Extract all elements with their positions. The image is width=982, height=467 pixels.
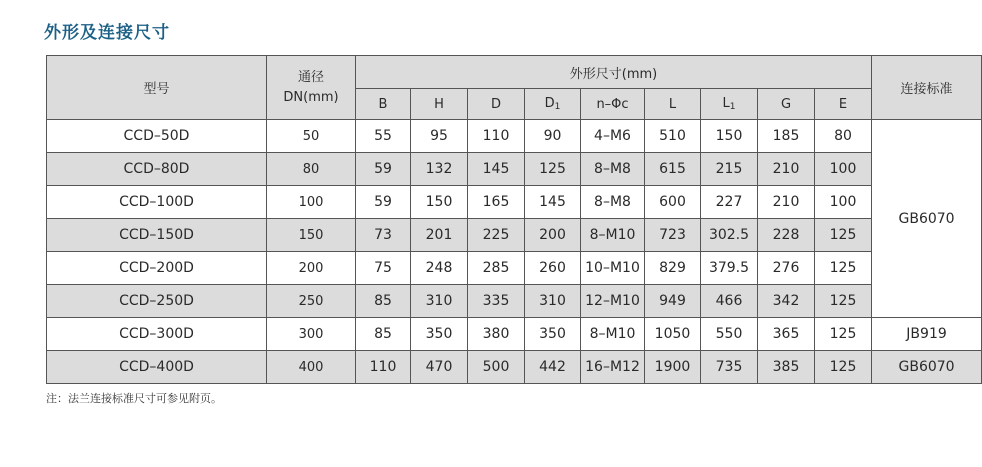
header-col-d1-main: D <box>544 96 555 111</box>
header-col-e: E <box>815 89 872 120</box>
cell-l1: 302.5 <box>701 219 758 252</box>
cell-e: 80 <box>815 120 872 153</box>
cell-standard: GB6070 <box>872 351 982 384</box>
cell-b: 59 <box>356 153 411 186</box>
header-col-d1-sub: 1 <box>554 102 561 112</box>
cell-d: 225 <box>468 219 525 252</box>
cell-l1: 215 <box>701 153 758 186</box>
footnote: 注：法兰连接标准尺寸可参见附页。 <box>46 392 222 405</box>
cell-standard-group: GB6070 <box>872 120 982 318</box>
table-row <box>47 285 982 318</box>
cell-nphi: 12–M10 <box>581 285 645 318</box>
cell-l: 1050 <box>645 318 701 351</box>
cell-d1: 350 <box>525 318 581 351</box>
cell-model: CCD–150D <box>47 219 267 252</box>
cell-l1: 379.5 <box>701 252 758 285</box>
cell-nphi: 8–M10 <box>581 318 645 351</box>
cell-b: 75 <box>356 252 411 285</box>
table-row <box>47 186 982 219</box>
table-row <box>47 252 982 285</box>
header-col-nphi: n–Φc <box>581 89 645 120</box>
cell-e: 100 <box>815 186 872 219</box>
header-col-l: L <box>645 89 701 120</box>
cell-h: 470 <box>411 351 468 384</box>
cell-d1: 442 <box>525 351 581 384</box>
cell-h: 150 <box>411 186 468 219</box>
cell-d: 335 <box>468 285 525 318</box>
cell-l: 949 <box>645 285 701 318</box>
cell-g: 276 <box>758 252 815 285</box>
cell-b: 59 <box>356 186 411 219</box>
header-dn-line2: DN(mm) <box>283 89 339 105</box>
table-row <box>47 219 982 252</box>
cell-dn: 80 <box>267 153 356 186</box>
cell-l1: 227 <box>701 186 758 219</box>
cell-dn: 50 <box>267 120 356 153</box>
header-col-d1 <box>525 89 581 120</box>
header-col-h: H <box>411 89 468 120</box>
cell-e: 125 <box>815 285 872 318</box>
cell-h: 95 <box>411 120 468 153</box>
cell-model: CCD–300D <box>47 318 267 351</box>
cell-h: 201 <box>411 219 468 252</box>
cell-h: 132 <box>411 153 468 186</box>
cell-d1: 260 <box>525 252 581 285</box>
cell-l1: 150 <box>701 120 758 153</box>
table-row <box>47 120 982 153</box>
cell-d1: 310 <box>525 285 581 318</box>
table-row <box>47 318 982 351</box>
cell-standard: JB919 <box>872 318 982 351</box>
cell-g: 185 <box>758 120 815 153</box>
cell-e: 125 <box>815 351 872 384</box>
cell-g: 385 <box>758 351 815 384</box>
cell-model: CCD–100D <box>47 186 267 219</box>
cell-l: 723 <box>645 219 701 252</box>
cell-e: 125 <box>815 252 872 285</box>
cell-g: 342 <box>758 285 815 318</box>
header-dn <box>267 56 356 120</box>
cell-d: 165 <box>468 186 525 219</box>
cell-b: 110 <box>356 351 411 384</box>
cell-dn: 300 <box>267 318 356 351</box>
cell-d: 145 <box>468 153 525 186</box>
header-col-b: B <box>356 89 411 120</box>
cell-d: 285 <box>468 252 525 285</box>
cell-dn: 100 <box>267 186 356 219</box>
cell-h: 350 <box>411 318 468 351</box>
header-col-g: G <box>758 89 815 120</box>
cell-dn: 150 <box>267 219 356 252</box>
cell-model: CCD–80D <box>47 153 267 186</box>
header-col-l1-main: L <box>722 96 730 111</box>
table-row <box>47 153 982 186</box>
header-col-l1-sub: 1 <box>729 102 736 112</box>
header-dimensions: 外形尺寸(mm) <box>356 56 872 89</box>
cell-model: CCD–250D <box>47 285 267 318</box>
cell-l: 600 <box>645 186 701 219</box>
cell-dn: 200 <box>267 252 356 285</box>
cell-e: 125 <box>815 219 872 252</box>
cell-g: 228 <box>758 219 815 252</box>
cell-d1: 125 <box>525 153 581 186</box>
cell-nphi: 8–M10 <box>581 219 645 252</box>
header-col-l1 <box>701 89 758 120</box>
header-col-d: D <box>468 89 525 120</box>
header-model: 型号 <box>47 56 267 120</box>
cell-l1: 466 <box>701 285 758 318</box>
cell-l: 615 <box>645 153 701 186</box>
cell-g: 365 <box>758 318 815 351</box>
cell-nphi: 8–M8 <box>581 186 645 219</box>
cell-l1: 550 <box>701 318 758 351</box>
section-title: 外形及连接尺寸 <box>44 23 170 43</box>
cell-e: 125 <box>815 318 872 351</box>
cell-d1: 90 <box>525 120 581 153</box>
cell-l: 1900 <box>645 351 701 384</box>
cell-nphi: 16–M12 <box>581 351 645 384</box>
cell-model: CCD–400D <box>47 351 267 384</box>
cell-e: 100 <box>815 153 872 186</box>
cell-l: 510 <box>645 120 701 153</box>
cell-d: 380 <box>468 318 525 351</box>
table-row <box>47 351 982 384</box>
cell-d1: 200 <box>525 219 581 252</box>
cell-nphi: 10–M10 <box>581 252 645 285</box>
header-standard: 连接标准 <box>872 56 982 120</box>
cell-b: 85 <box>356 285 411 318</box>
cell-l1: 735 <box>701 351 758 384</box>
cell-b: 85 <box>356 318 411 351</box>
cell-d: 500 <box>468 351 525 384</box>
cell-dn: 250 <box>267 285 356 318</box>
cell-g: 210 <box>758 186 815 219</box>
header-dn-line1: 通径 <box>297 69 324 85</box>
cell-l: 829 <box>645 252 701 285</box>
cell-h: 310 <box>411 285 468 318</box>
cell-b: 55 <box>356 120 411 153</box>
cell-nphi: 4–M6 <box>581 120 645 153</box>
cell-g: 210 <box>758 153 815 186</box>
cell-h: 248 <box>411 252 468 285</box>
cell-model: CCD–200D <box>47 252 267 285</box>
cell-nphi: 8–M8 <box>581 153 645 186</box>
cell-d: 110 <box>468 120 525 153</box>
cell-d1: 145 <box>525 186 581 219</box>
dimension-table <box>46 55 982 384</box>
cell-dn: 400 <box>267 351 356 384</box>
cell-b: 73 <box>356 219 411 252</box>
cell-model: CCD–50D <box>47 120 267 153</box>
